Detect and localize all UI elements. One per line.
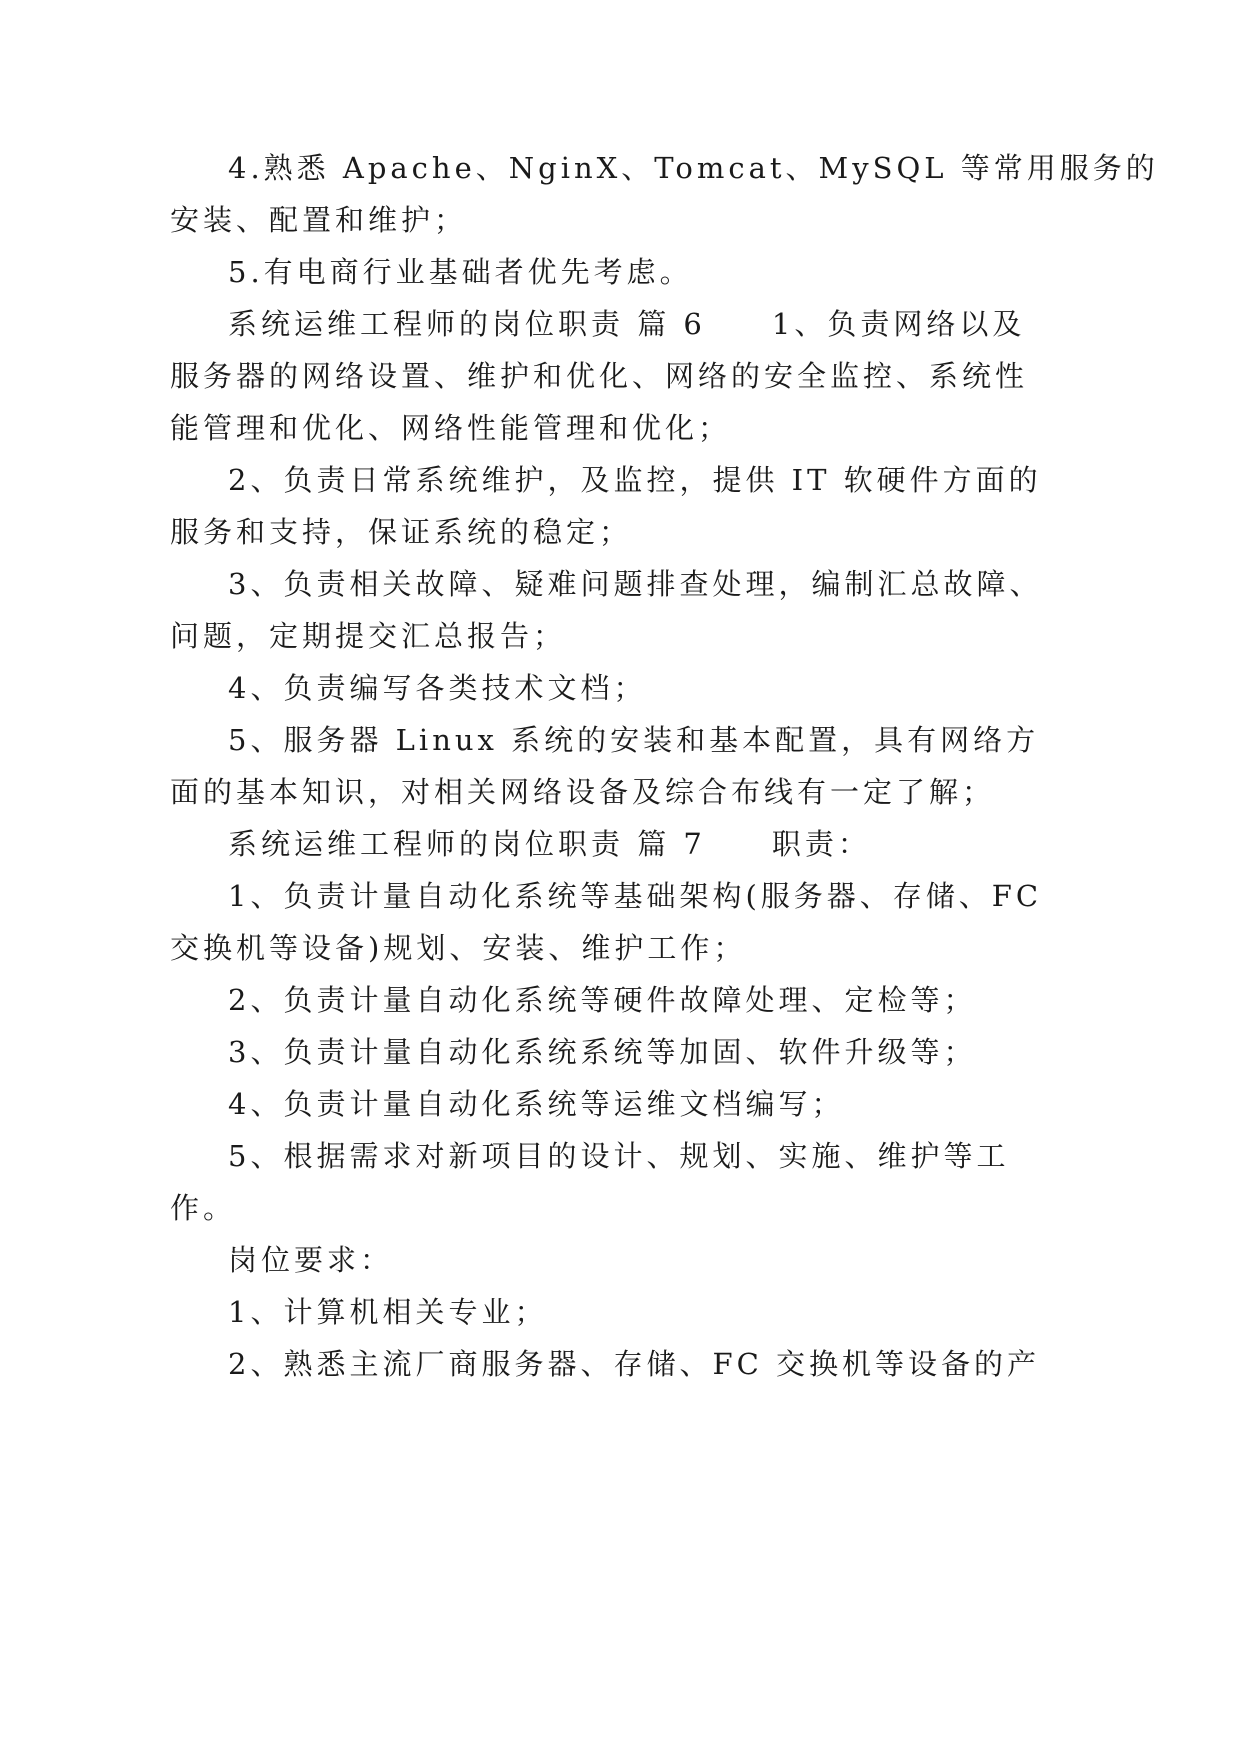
- section-heading-6: 系统运维工程师的岗位职责 篇 6 1、负责网络以及: [228, 307, 1026, 341]
- text-line: 交换机等设备)规划、安装、维护工作；: [170, 931, 747, 965]
- text-line: 问题，定期提交汇总报告；: [170, 619, 567, 653]
- text-line: 3、负责计量自动化系统系统等加固、软件升级等；: [228, 1035, 977, 1069]
- text-line: 2、负责计量自动化系统等硬件故障处理、定检等；: [228, 983, 977, 1017]
- requirements-heading: 岗位要求：: [228, 1243, 394, 1277]
- text-line: 5、根据需求对新项目的设计、规划、实施、维护等工: [228, 1139, 1010, 1173]
- text-line: 4、负责计量自动化系统等运维文档编写；: [228, 1087, 845, 1121]
- text-line: 作。: [170, 1191, 237, 1225]
- text-line: 服务和支持，保证系统的稳定；: [170, 515, 633, 549]
- text-line: 4、负责编写各类技术文档；: [228, 671, 647, 705]
- text-line: 2、熟悉主流厂商服务器、存储、FC 交换机等设备的产: [228, 1347, 1040, 1381]
- text-line: 安装、配置和维护；: [170, 203, 468, 237]
- text-line: 1、计算机相关专业；: [228, 1295, 548, 1329]
- text-line: 面的基本知识，对相关网络设备及综合布线有一定了解；: [170, 775, 996, 809]
- text-line: 4.熟悉 Apache、NginX、Tomcat、MySQL 等常用服务的: [228, 151, 1159, 185]
- text-line: 能管理和优化、网络性能管理和优化；: [170, 411, 732, 445]
- text-line: 1、负责计量自动化系统等基础架构(服务器、存储、FC: [228, 879, 1043, 913]
- text-line: 5.有电商行业基础者优先考虑。: [228, 255, 693, 289]
- text-line: 服务器的网络设置、维护和优化、网络的安全监控、系统性: [170, 359, 1029, 393]
- text-line: 2、负责日常系统维护，及监控，提供 IT 软硬件方面的: [228, 463, 1042, 497]
- text-line: 5、服务器 Linux 系统的安装和基本配置，具有网络方: [228, 723, 1040, 757]
- section-heading-7: 系统运维工程师的岗位职责 篇 7 职责：: [228, 827, 871, 861]
- text-line: 3、负责相关故障、疑难问题排查处理，编制汇总故障、: [228, 567, 1043, 601]
